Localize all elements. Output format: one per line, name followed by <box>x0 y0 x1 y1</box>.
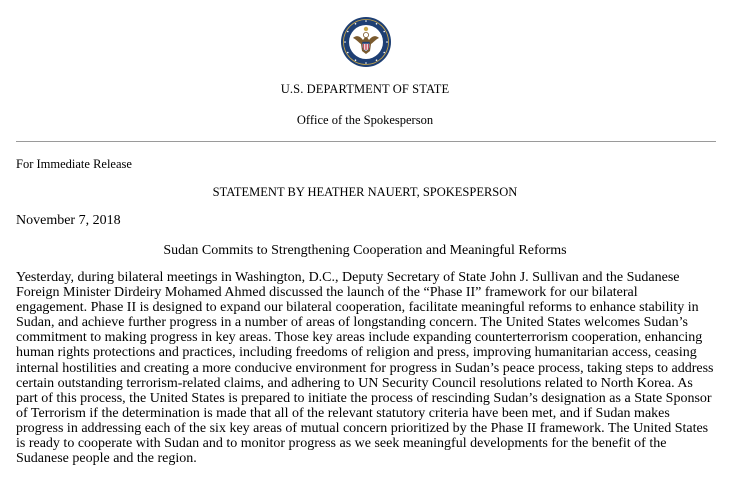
department-seal-icon <box>340 16 392 68</box>
header-divider <box>16 141 716 142</box>
statement-byline: STATEMENT BY HEATHER NAUERT, SPOKESPERSON <box>212 185 518 199</box>
statement-title: Sudan Commits to Strengthening Cooperation and Meaningful Reforms <box>163 243 567 258</box>
department-name: U.S. DEPARTMENT OF STATE <box>280 82 450 96</box>
office-name: Office of the Spokesperson <box>296 113 434 127</box>
statement-body: Yesterday, during bilateral meetings in Washington, D.C., Deputy Secretary of State John J. Sullivan and the Sudanese Foreign Minister Dirdeiry Mohamed Ahmed discussed the launch of the “Phase II” framework for our bilateral engagement. Phase II is designed to expand our bilateral cooperation, facilitate meaningful reforms to enhance stability in Sudan, and achieve further progress in a number of areas of longstanding concern. The United States welcomes Sudan’s commitment to making progress in key areas. Those key areas include expanding counterterrorism cooperation, enhancing human rights protections and practices, including freedoms of religion and press, improving humanitarian access, ceasing internal hostilities and creating a more conducive environment for progress in Sudan’s peace process, taking steps to address certain outstanding terrorism-related claims, and adhering to UN Security Council resolutions related to North Korea. As part of this process, the United States is prepared to initiate the process of rescinding Sudan’s designation as a State Sponsor of Terrorism if the determination is made that all of the relevant statutory criteria have been met, and if Sudan makes progress in addressing each of the six key areas of mutual concern prioritized by the Phase II framework. The United States is ready to cooperate with Sudan and to monitor progress as we seek meaningful developments for the benefit of the Sudanese people and the region. <box>16 270 714 467</box>
release-label: For Immediate Release <box>16 157 132 171</box>
statement-date: November 7, 2018 <box>16 213 121 228</box>
